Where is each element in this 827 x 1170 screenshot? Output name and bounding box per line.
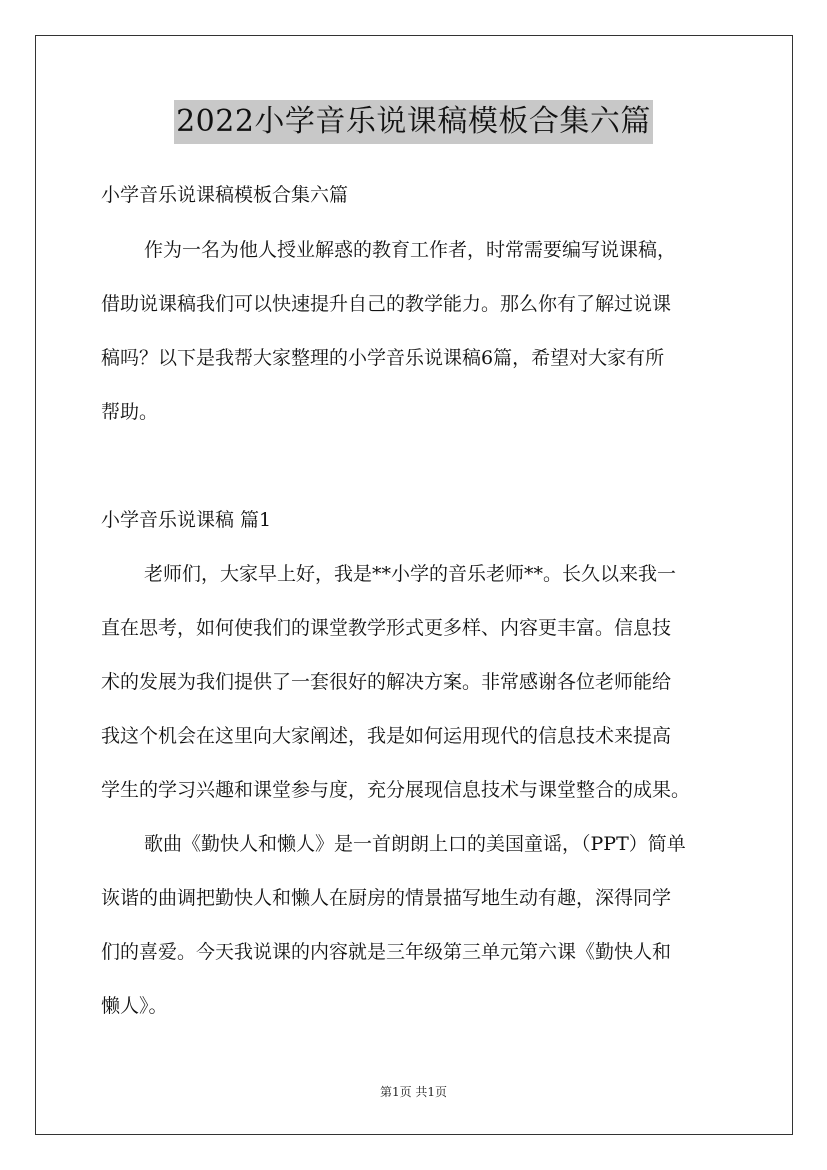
page-footer: 第1页 共1页 <box>379 1085 448 1099</box>
document-title-wrap <box>0 100 827 144</box>
intro-line-4: 帮助。 <box>101 401 159 423</box>
body-line-5: 学生的学习兴趣和课堂参与度，充分展现信息技术与课堂整合的成果。 <box>101 779 691 801</box>
intro-line-3: 稿吗？以下是我帮大家整理的小学音乐说课稿6篇，希望对大家有所 <box>101 347 665 369</box>
body-line-8: 们的喜爱。今天我说课的内容就是三年级第三单元第六课《勤快人和 <box>101 941 672 963</box>
body-line-3: 术的发展为我们提供了一套很好的解决方案。非常感谢各位老师能给 <box>101 671 672 693</box>
body-line-6: 歌曲《勤快人和懒人》是一首朗朗上口的美国童谣，（PPT）简单 <box>144 833 686 855</box>
section-heading: 小学音乐说课稿 篇1 <box>101 509 272 531</box>
document-title: 2022小学音乐说课稿模板合集六篇 <box>174 100 653 144</box>
body-line-7: 诙谐的曲调把勤快人和懒人在厨房的情景描写地生动有趣，深得同学 <box>101 887 672 909</box>
body-line-2: 直在思考，如何使我们的课堂教学形式更多样、内容更丰富。信息技 <box>101 617 672 639</box>
body-line-1: 老师们，大家早上好，我是**小学的音乐老师**。长久以来我一 <box>144 563 677 585</box>
body-line-9: 懒人》。 <box>101 995 168 1017</box>
intro-line-2: 借助说课稿我们可以快速提升自己的教学能力。那么你有了解过说课 <box>101 293 672 315</box>
body-line-4: 我这个机会在这里向大家阐述，我是如何运用现代的信息技术来提高 <box>101 725 672 747</box>
subtitle: 小学音乐说课稿模板合集六篇 <box>101 184 349 206</box>
intro-line-1: 作为一名为他人授业解惑的教育工作者，时常需要编写说课稿， <box>144 239 677 261</box>
